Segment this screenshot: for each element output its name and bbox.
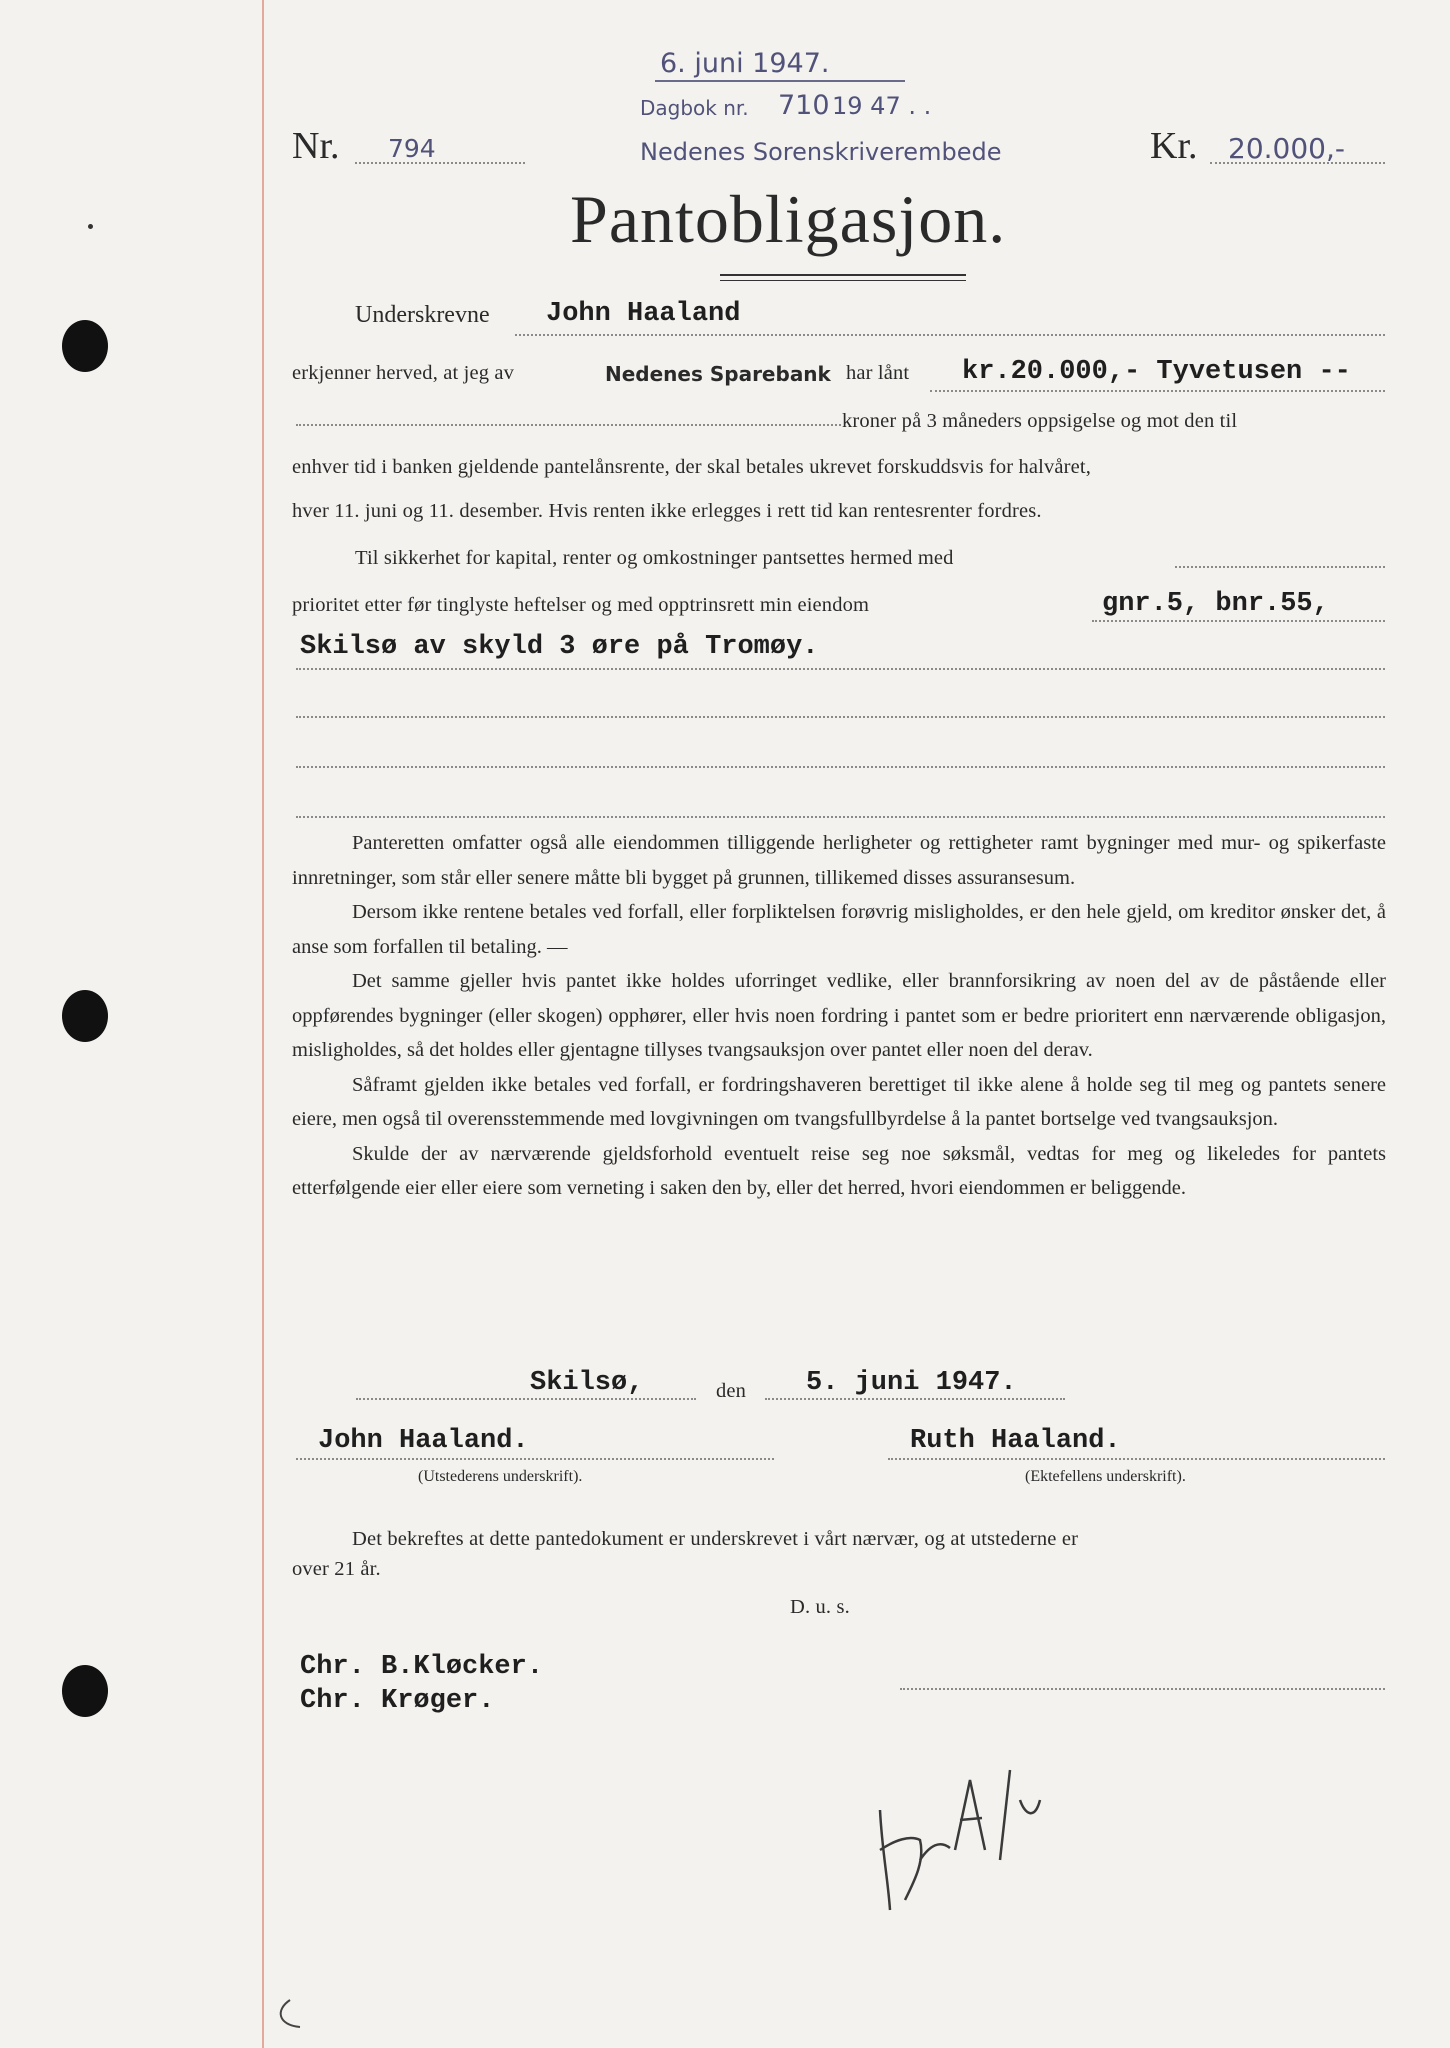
title-rule-2 bbox=[720, 280, 966, 281]
blank-line-3 bbox=[296, 816, 1385, 818]
kr-label: Kr. bbox=[1150, 125, 1198, 167]
dagbok-number: 710 bbox=[778, 90, 830, 121]
bottom-scratch bbox=[270, 1995, 330, 2035]
spouse-dots bbox=[888, 1458, 1385, 1460]
date-dots bbox=[765, 1398, 1065, 1400]
dagbok-year: 19 47 . . bbox=[832, 92, 932, 120]
speck bbox=[88, 224, 93, 229]
issuer-signature: John Haaland. bbox=[318, 1426, 529, 1456]
loan-dots bbox=[930, 390, 1385, 392]
terms-line-1: kroner på 3 måneders oppsigelse og mot den til bbox=[842, 410, 1238, 432]
kr-value: 20.000,- bbox=[1228, 132, 1345, 165]
place-dots bbox=[356, 1398, 696, 1400]
issuer-caption: (Utstederens underskrift). bbox=[418, 1468, 583, 1485]
conditions-text bbox=[292, 826, 1386, 1206]
loan-amount: kr.20.000,- Tyvetusen -- bbox=[962, 357, 1351, 387]
terms-leading-dots bbox=[296, 424, 841, 426]
paragraph-default: Dersom ikke rentene betales ved forfall, eller forpliktelsen forøvrig misligholdes, er den hele gjeld, om kreditor ønsker det, å anse som forfallen til betaling. — bbox=[292, 901, 1386, 958]
witness-1: Chr. B.Kløcker. bbox=[300, 1652, 544, 1682]
undersigned-name: John Haaland bbox=[546, 299, 741, 329]
undersigned-label: Underskrevne bbox=[355, 302, 490, 328]
place: Skilsø, bbox=[530, 1368, 644, 1398]
spouse-caption: (Ektefellens underskrift). bbox=[1025, 1468, 1186, 1485]
issuer-dots bbox=[296, 1458, 774, 1460]
nr-value: 794 bbox=[388, 134, 436, 163]
punch-hole-middle bbox=[62, 990, 108, 1042]
paragraph-enforcement: Såframt gjelden ikke betales ved forfall, er fordringshaveren berettiget til ikke alene å holde seg til meg og pantets senere eiere, men også til overensstemmende med lovgivningen om tvangsfullbyrdelse å la pantet bortselge ved tvangsauksjon. bbox=[292, 1073, 1386, 1130]
paragraph-lien-scope: Panteretten omfatter også alle eiendommen tilliggende herligheter og rettigheter ramt bygninger med mur- og spikerfaste innretninger, som står eller senere måtte bli bygget på grunnen, tillikemed disses assuransesum. bbox=[292, 832, 1386, 889]
title-rule-1 bbox=[720, 274, 966, 276]
blank-line-2 bbox=[296, 766, 1385, 768]
paragraph-maintenance: Det samme gjeller hvis pantet ikke holdes uforringet vedlike, eller brannforsikring av noen del av de påstående eller oppførendes bygninger (eller skogen) opphører, eller hvis noen fordring i pantet som er bedre prioritert enn nærværende obligasjon, misligholdes, så det holdes eller gjentagne tillyses tvangsauksjon over pantet eller noen del derav. bbox=[292, 970, 1386, 1061]
sign-date: 5. juni 1947. bbox=[806, 1368, 1017, 1398]
witness-statement-1: Det bekreftes at dette pantedokument er underskrevet i vårt nærvær, og at utstederne er bbox=[352, 1528, 1079, 1550]
paragraph-venue: Skulde der av nærværende gjeldsforhold eventuelt reise seg noe søksmål, vedtas for meg og likeledes for pantets etterfølgende eier eller eiere som verneting i saken den by, eller det herred, hvori eiendommen er beliggende. bbox=[292, 1142, 1386, 1199]
handwritten-initials bbox=[860, 1740, 1080, 1940]
office-stamp: Nedenes Sorenskriverembede bbox=[640, 138, 1002, 166]
document-title: Pantobligasjon. bbox=[570, 181, 1007, 257]
nr-dots bbox=[355, 162, 525, 164]
date-stamp-underline bbox=[655, 80, 905, 82]
bank-name: Nedenes Sparebank bbox=[605, 362, 831, 386]
undersigned-dots bbox=[515, 334, 1385, 336]
security-line-2: prioritet etter før tinglyste heftelser og med opptrinsrett min eiendom bbox=[292, 594, 870, 616]
loan-line-pre: erkjenner herved, at jeg av bbox=[292, 362, 515, 384]
loan-line-mid: har lånt bbox=[846, 362, 910, 384]
den-label: den bbox=[716, 1380, 747, 1402]
property-typed-1: gnr.5, bnr.55, bbox=[1102, 589, 1329, 619]
property-typed-2: Skilsø av skyld 3 øre på Tromøy. bbox=[300, 632, 819, 662]
punch-hole-bottom bbox=[62, 1665, 108, 1717]
security-dots-2 bbox=[1092, 620, 1385, 622]
margin-rule bbox=[262, 0, 264, 2048]
witness-dots bbox=[900, 1688, 1385, 1690]
witness-2: Chr. Krøger. bbox=[300, 1686, 495, 1716]
witness-statement-2: over 21 år. bbox=[292, 1558, 381, 1580]
spouse-signature: Ruth Haaland. bbox=[910, 1426, 1121, 1456]
dus-mark: D. u. s. bbox=[790, 1596, 850, 1618]
dagbok-label: Dagbok nr. bbox=[640, 96, 749, 120]
blank-line-1 bbox=[296, 716, 1385, 718]
terms-line-2: enhver tid i banken gjeldende pantelånsrente, der skal betales ukrevet forskuddsvis for halvåret, bbox=[292, 456, 1091, 478]
nr-label: Nr. bbox=[292, 125, 340, 167]
kr-dots bbox=[1210, 162, 1385, 164]
security-line-1: Til sikkerhet for kapital, renter og omkostninger pantsettes hermed med bbox=[355, 547, 954, 569]
punch-hole-top bbox=[62, 320, 108, 372]
property-dots bbox=[296, 668, 1385, 670]
security-dots-1 bbox=[1175, 566, 1385, 568]
terms-line-3: hver 11. juni og 11. desember. Hvis renten ikke erlegges i rett tid kan rentesrenter fordres. bbox=[292, 500, 1042, 522]
date-stamp: 6. juni 1947. bbox=[660, 48, 830, 79]
